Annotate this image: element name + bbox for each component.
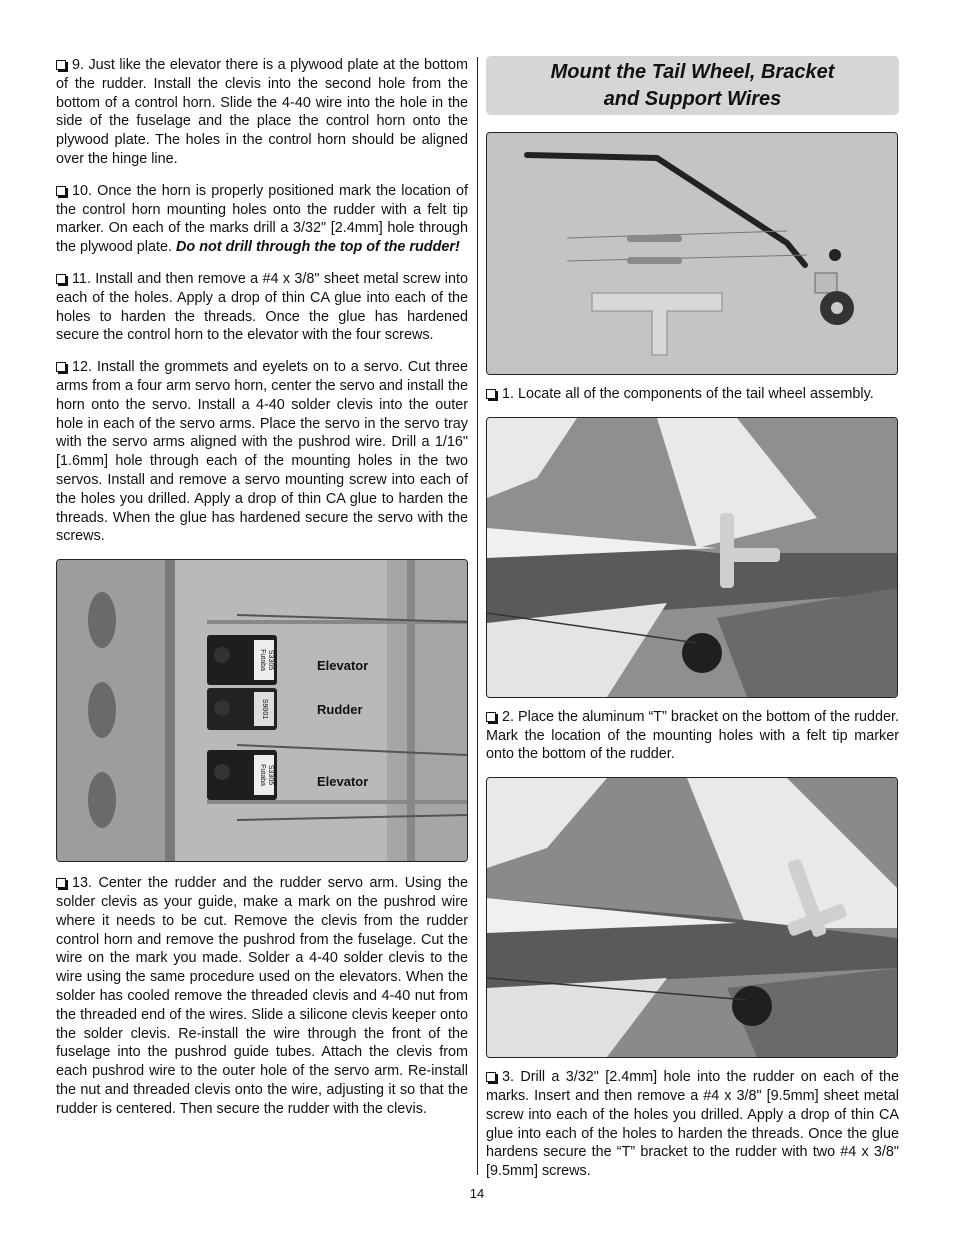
servo-3 (207, 750, 277, 800)
label-elevator-bottom: Elevator (317, 774, 369, 790)
checkbox-icon[interactable] (56, 362, 66, 372)
step-3 (486, 1068, 899, 1181)
checkbox-icon[interactable] (486, 389, 496, 399)
step-11 (56, 270, 468, 345)
t-bracket-secured-photo (486, 777, 898, 1058)
step-11-text: 11. Install and then remove a #4 x 3/8" sheet metal screw into each of the holes. Apply a drop of thin CA glue into each of the holes to harden the threads. Once the glue has hardened secure the control horn to the elevator with the four screws. (56, 270, 468, 344)
servo-1-brand: Futaba (259, 649, 266, 672)
step-12 (56, 358, 468, 546)
step-13-text: 13. Center the rudder and the rudder servo arm. Using the solder clevis as your guide, make a mark on the pushrod wire where it needs to be cut. Remove the clevis from the rudder control horn and remove the pushrod from the fuselage. Cut the wire on the mark you made. Solder a 4-40 solder clevis to the wire using the same procedure used on the elevators. When the solder has cooled remove the threaded clevis and 4-40 nut from the threaded end of the wires. Slide a silicone clevis keeper onto the solder clevis. Re-install the wire through the front of the fuselage into the pushrod guide tubes. Attach the clevis from each pushrod wire to the outer hole of the servo arm. Re-install the nut and threaded clevis onto the wire, adjusting it so that the rudder is centered. Then secure the rudder with the clevis. (56, 875, 468, 1117)
step-9 (56, 56, 468, 169)
servo-2 (207, 688, 277, 730)
section-heading (486, 56, 899, 115)
step-1-text: 1. Locate all of the components of the tail wheel assembly. (502, 386, 874, 402)
step-13 (56, 874, 468, 1118)
servo-3-brand: Futaba (259, 764, 266, 787)
section-title-line2: and Support Wires (603, 87, 782, 110)
step-12-text: 12. Install the grommets and eyelets on to a servo. Cut three arms from a four arm servo horn, center the servo and install the horn onto the servo. Install a 4-40 solder clevis into the outer hole in each of the servo arms. Place the servo in the servo tray with the servo arms aligned with the pushrod wire. Drill a 1/16" [1.6mm] hole through each of the mounting holes in the two servos. Install and remove a servo mounting screw into each of the holes you drilled. Apply a drop of thin CA glue to harden the threads. When the glue has hardened secure the servo with the screws. (56, 359, 468, 545)
servo-1 (207, 635, 277, 685)
step-2 (486, 708, 899, 764)
servo-3-model: S3305 (267, 765, 274, 786)
step-10 (56, 182, 468, 257)
checkbox-icon[interactable] (486, 712, 496, 722)
servo-1-model: S3305 (267, 650, 274, 671)
checkbox-icon[interactable] (56, 878, 66, 888)
step-2-text: 2. Place the aluminum “T” bracket on the bottom of the rudder. Mark the location of the mounting holes with a felt tip marker onto the bottom of the rudder. (486, 708, 899, 763)
tail-wheel-components-photo (486, 132, 898, 375)
right-column (486, 56, 899, 1194)
checkbox-icon[interactable] (56, 186, 66, 196)
step-10-warning: Do not drill through the top of the rudder! (176, 239, 460, 256)
servo-installation-photo (56, 559, 468, 862)
label-elevator-top: Elevator (317, 658, 369, 674)
t-bracket-placement-photo (486, 417, 898, 698)
servo-2-model: S9001 (261, 699, 268, 720)
section-title-line1: Mount the Tail Wheel, Bracket (550, 60, 835, 83)
column-divider (477, 57, 478, 1175)
checkbox-icon[interactable] (56, 274, 66, 284)
step-1 (486, 385, 899, 404)
section-title (551, 59, 835, 113)
label-rudder: Rudder (317, 702, 363, 718)
step-3-text: 3. Drill a 3/32" [2.4mm] hole into the rudder on each of the marks. Insert and then remove a #4 x 3/8" [9.5mm] sheet metal screw into each of the holes you drilled. Apply a drop of thin CA glue into each of the holes to harden the threads. Once the glue hardens secure the “T” bracket to the rudder with two #4 x 3/8" [9.5mm] screws. (486, 1069, 899, 1180)
page-number: 14 (469, 1186, 485, 1201)
step-9-text: 9. Just like the elevator there is a plywood plate at the bottom of the rudder. Install the clevis into the second hole from the bottom of a control horn. Slide the 4-40 wire into the hole in the side of the fuselage and the place the control horn onto the plywood plate. The holes in the control horn should be aligned over the hinge line. (56, 57, 468, 167)
checkbox-icon[interactable] (486, 1072, 496, 1082)
left-column (56, 56, 468, 1131)
checkbox-icon[interactable] (56, 60, 66, 70)
step-10-text: 10. Once the horn is properly positioned mark the location of the control horn mounting holes onto the rudder with a felt tip marker. On each of the marks drill a 3/32" [2.4mm] hole through the plywood plate. (56, 182, 468, 256)
